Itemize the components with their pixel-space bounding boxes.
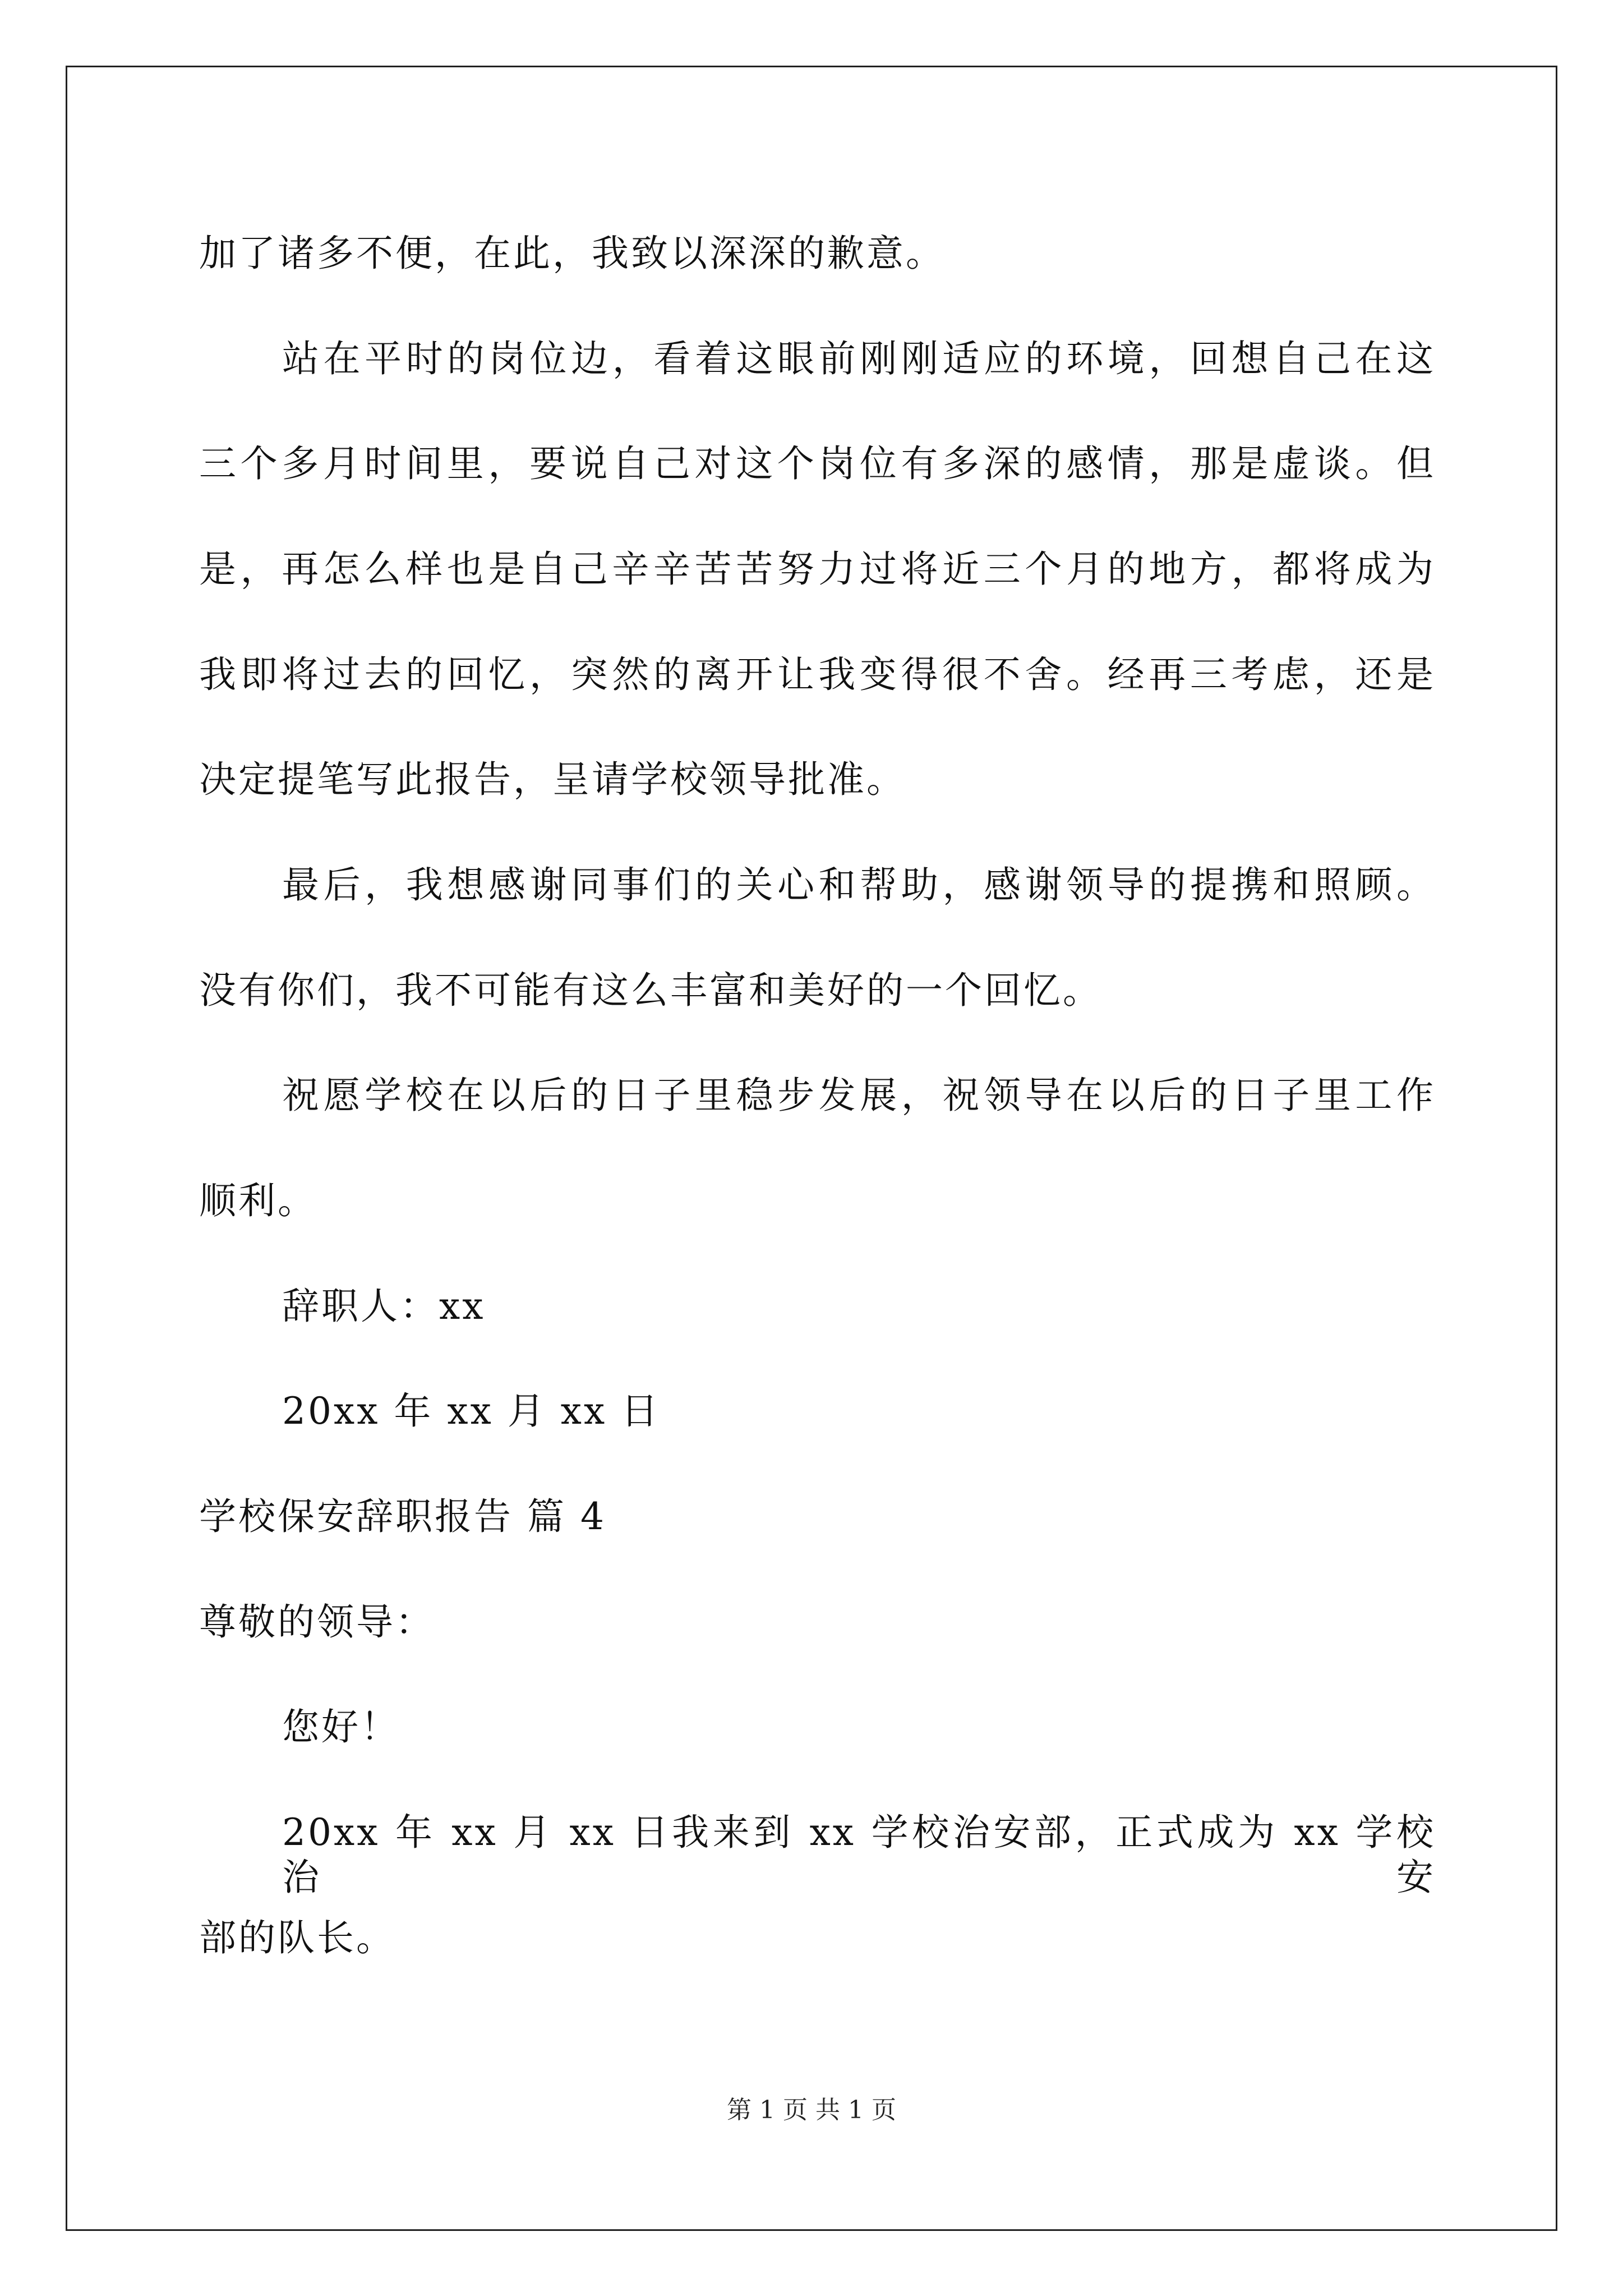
paragraph-line: 20xx 年 xx 月 xx 日我来到 xx 学校治安部，正式成为 xx 学校治安 <box>282 1811 1436 1899</box>
paragraph-line: 我即将过去的回忆，突然的离开让我变得很不舍。经再三考虑，还是 <box>199 653 1436 696</box>
date-line: 20xx 年 xx 月 xx 日 <box>282 1389 661 1433</box>
paragraph-line: 三个多月时间里，要说自己对这个岗位有多深的感情，那是虚谈。但 <box>199 442 1436 485</box>
paragraph-line: 顺利。 <box>199 1179 317 1222</box>
salutation: 尊敬的领导： <box>199 1600 435 1644</box>
signature-line: 辞职人：xx <box>282 1285 486 1328</box>
paragraph-line: 决定提笔写此报告，呈请学校领导批准。 <box>199 758 906 801</box>
page-footer: 第 1 页 共 1 页 <box>727 2096 896 2124</box>
paragraph-line: 祝愿学校在以后的日子里稳步发展，祝领导在以后的日子里工作 <box>282 1074 1436 1117</box>
page-border <box>66 66 1557 2231</box>
paragraph-line: 没有你们，我不可能有这么丰富和美好的一个回忆。 <box>199 969 1102 1012</box>
paragraph-line: 站在平时的岗位边，看着这眼前刚刚适应的环境，回想自己在这 <box>282 337 1436 380</box>
paragraph-line: 部的队长。 <box>199 1916 395 1959</box>
paragraph-line: 加了诸多不便，在此，我致以深深的歉意。 <box>199 232 945 275</box>
greeting: 您好！ <box>282 1705 400 1749</box>
paragraph-line: 最后，我想感谢同事们的关心和帮助，感谢领导的提携和照顾。 <box>282 863 1436 907</box>
section-heading: 学校保安辞职报告 篇 4 <box>199 1495 606 1538</box>
paragraph-line: 是，再怎么样也是自己辛辛苦苦努力过将近三个月的地方，都将成为 <box>199 547 1436 591</box>
